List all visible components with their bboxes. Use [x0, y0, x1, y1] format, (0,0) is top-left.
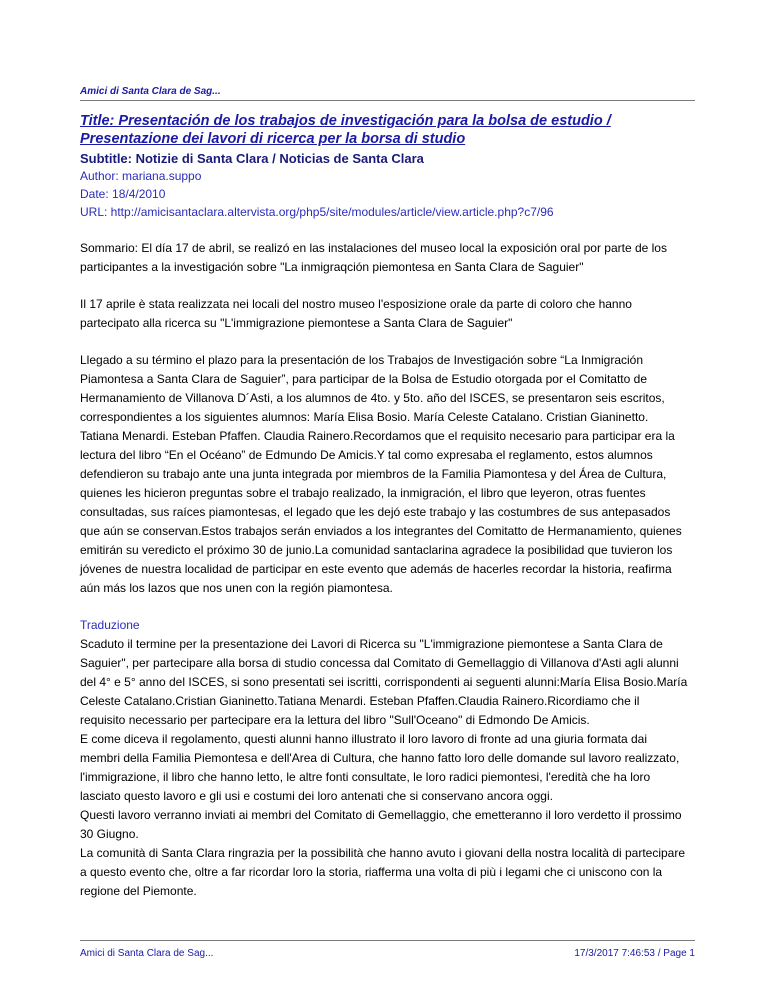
article-title-line2[interactable]: Presentazione dei lavori di ricerca per la borsa di studio [80, 131, 466, 147]
article-url: URL: http://amicisantaclara.altervista.org/php5/site/modules/article/view.article.php?c7/96 [80, 205, 554, 219]
body-italian-paragraph-1: Scaduto il termine per la presentazione dei Lavori di Ricerca su "L'immigrazione piemontese a Santa Clara de Saguier", per partecipare alla borsa di studio concessa dal Comitato di Gemellaggio di Villanova d'Asti agli alunni del 4° e 5° anno del ISCES, si sono presentati sei iscritti, corrispondenti ai seguenti alunni:María Elisa Bosio.María Celeste Catalano.Cristian Gianinetto.Tatiana Menardi. Esteban Pfaffen.Claudia Rainero.Ricordiamo che il requisito necessario per partecipare era la lettura del libro "Sull'Oceano" di Edmondo De Amicis. [80, 637, 688, 727]
footer-site-name: Amici di Santa Clara de Sag... [80, 948, 214, 959]
article-date: Date: 18/4/2010 [80, 187, 166, 201]
article-title-line1[interactable]: Title: Presentación de los trabajos de investigación para la bolsa de estudio / [80, 113, 611, 129]
article [80, 112, 688, 901]
body-italian-paragraph-4: La comunità di Santa Clara ringrazia per la possibilità che hanno avuto i giovani della nostra località di partecipare a questo evento che, oltre a far ricordar loro la storia, riafferma una volta di più i legami che ci uniscono con la regione del Piemonte. [80, 846, 686, 898]
article-author: Author: mariana.suppo [80, 169, 202, 183]
summary-italian: Il 17 aprile è stata realizzata nei locali del nostro museo l'esposizione orale da parte di coloro che hanno partecipato alla ricerca su "L'immigrazione piemontese a Santa Clara de Saguier" [80, 297, 632, 330]
article-title[interactable] [80, 112, 688, 148]
footer-page-info: 17/3/2017 7:46:53 / Page 1 [574, 948, 695, 959]
body-italian-paragraph-3: Questi lavoro verranno inviati ai membri del Comitato di Gemellaggio, che emetteranno il loro verdetto il prossimo 30 Giugno. [80, 808, 682, 841]
article-subtitle: Subtitle: Notizie di Santa Clara / Noticias de Santa Clara [80, 151, 424, 166]
body-italian-paragraph-2: E come diceva il regolamento, questi alunni hanno illustrato il loro lavoro di fronte ad una giuria formata dai membri della Familia Piemontesa e dell'Area di Cultura, che hanno fatto loro delle domande sul lavoro realizzato, l'immigrazione, il libro che hanno letto, le altre fonti consultate, le loro radici piemontesi, l'eredità che ha loro lasciato questo lavoro e gli usi e costumi dei loro antenati che si conservano ancora oggi. [80, 732, 680, 803]
translation-label: Traduzione [80, 618, 140, 632]
summary-spanish: Sommario: El día 17 de abril, se realizó en las instalaciones del museo local la exposición oral por parte de los participantes a la investigación sobre "La inmigraqción piemontesa en Santa Clara de Saguier" [80, 241, 667, 274]
header-divider [80, 100, 695, 101]
header-site-name: Amici di Santa Clara de Sag... [80, 86, 221, 97]
footer-divider [80, 940, 695, 941]
body-spanish: Llegado a su término el plazo para la presentación de los Trabajos de Investigación sobre “La Inmigración Piamontesa a Santa Clara de Saguier”, para participar de la Bolsa de Estudio otorgada por el Comitatto de Hermanamiento de Villanova D´Asti, a los alumnos de 4to. y 5to. año del ISCES, se presentaron seis escritos, correspondientes a los siguientes alumnos: María Elisa Bosio. María Celeste Catalano. Cristian Gianinetto. Tatiana Menardi. Esteban Pfaffen. Claudia Rainero.Recordamos que el requisito necesario para participar era la lectura del libro “En el Océano” de Edmundo De Amicis.Y tal como expresaba el reglamento, estos alumnos defendieron su trabajo ante una junta integrada por miembros de la Familia Piamontesa y del Área de Cultura, quienes les hicieron preguntas sobre el trabajo realizado, la inmigración, el libro que leyeron, otras fuentes consultadas, sus raíces piamontesas, el legado que les dejó este trabajo y las costumbres de sus antepasados que aún se conservan.Estos trabajos serán enviados a los integrantes del Comitatto de Hermanamiento, quienes emitirán su veredicto el próximo 30 de junio.La comunidad santaclarina agradece la posibilidad que tuvieron los jóvenes de nuestra localidad de participar en este evento que además de hacerles recordar la historia, reafirma aún más los lazos que nos unen con la región piamontesa. [80, 353, 682, 595]
